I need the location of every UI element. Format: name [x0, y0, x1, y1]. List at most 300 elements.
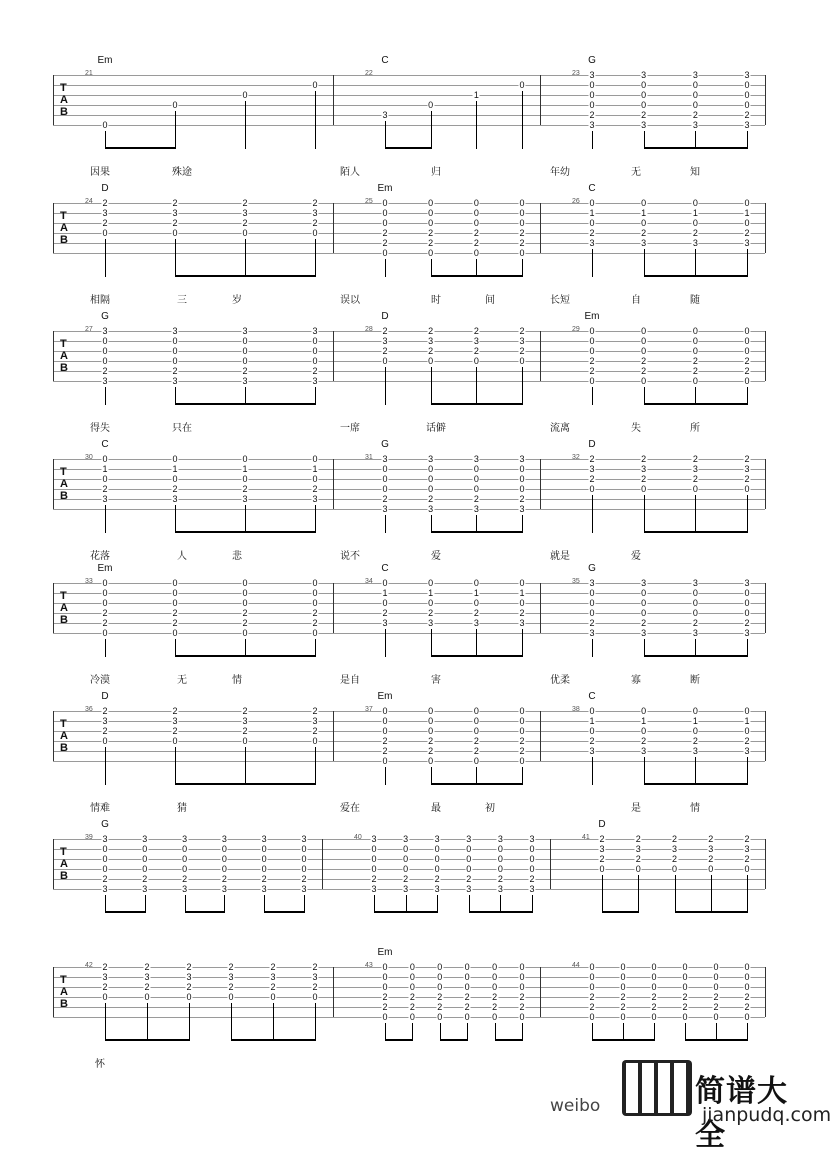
note-stem — [315, 1003, 316, 1041]
fret-number: 0 — [473, 198, 479, 208]
note-stem — [476, 101, 477, 149]
fret-number: 0 — [692, 726, 698, 736]
lyric-text: 情难 — [90, 803, 110, 814]
lyric-text: 优柔 — [550, 675, 570, 686]
fret-number: 0 — [519, 218, 525, 228]
fret-number: 2 — [102, 962, 108, 972]
fret-number: 1 — [428, 588, 434, 598]
chord-name: D — [588, 439, 596, 450]
barline — [540, 459, 541, 509]
fret-number: 3 — [242, 494, 248, 504]
fret-number: 0 — [519, 706, 525, 716]
fret-number: 0 — [102, 588, 108, 598]
tab-clef-letter: A — [60, 858, 68, 870]
measure-number: 39 — [85, 834, 93, 841]
fret-number: 0 — [635, 864, 641, 874]
fret-number: 0 — [641, 198, 647, 208]
fret-number: 0 — [744, 864, 750, 874]
fret-number: 0 — [403, 844, 409, 854]
barline — [540, 967, 541, 1017]
note-stem — [522, 91, 523, 149]
chord-name: C — [381, 55, 389, 66]
barline — [765, 203, 766, 253]
note-stem — [315, 505, 316, 533]
fret-number: 0 — [102, 598, 108, 608]
staff-line — [53, 509, 765, 510]
fret-number: 0 — [382, 1012, 388, 1022]
fret-number: 0 — [142, 844, 148, 854]
fret-number: 3 — [312, 376, 318, 386]
fret-number: 2 — [744, 454, 750, 464]
fret-number: 2 — [519, 746, 525, 756]
barline — [765, 331, 766, 381]
lyric-text: 归 — [431, 167, 441, 178]
note-beam — [644, 275, 748, 277]
fret-number: 0 — [312, 228, 318, 238]
fret-number: 2 — [172, 484, 178, 494]
fret-number: 2 — [519, 1002, 525, 1012]
tab-clef-letter: B — [60, 106, 68, 118]
fret-number: 3 — [744, 70, 750, 80]
fret-number: 2 — [102, 608, 108, 618]
fret-number: 3 — [312, 716, 318, 726]
tab-clef-letter: A — [60, 986, 68, 998]
fret-number: 2 — [382, 346, 388, 356]
fret-number: 3 — [744, 628, 750, 638]
fret-number: 2 — [473, 326, 479, 336]
fret-number: 2 — [492, 1002, 498, 1012]
fret-number: 3 — [519, 336, 525, 346]
barline — [765, 711, 766, 761]
fret-number: 0 — [428, 248, 434, 258]
fret-number: 2 — [708, 834, 714, 844]
fret-number: 2 — [473, 346, 479, 356]
note-stem — [105, 747, 106, 785]
fret-number: 2 — [102, 706, 108, 716]
fret-number: 2 — [497, 874, 503, 884]
note-beam — [685, 1039, 748, 1041]
fret-number: 0 — [744, 90, 750, 100]
fret-number: 0 — [473, 726, 479, 736]
tab-clef-letter: T — [60, 210, 67, 222]
fret-number: 0 — [692, 326, 698, 336]
chord-name: C — [588, 183, 596, 194]
note-stem — [592, 249, 593, 277]
fret-number: 0 — [692, 100, 698, 110]
fret-number: 2 — [641, 356, 647, 366]
fret-number: 1 — [473, 588, 479, 598]
fret-number: 0 — [692, 218, 698, 228]
chord-name: D — [381, 311, 389, 322]
fret-number: 3 — [142, 834, 148, 844]
measure-number: 29 — [572, 326, 580, 333]
staff-line — [53, 721, 765, 722]
chord-name: G — [101, 819, 109, 830]
chord-name: D — [598, 819, 606, 830]
fret-number: 0 — [428, 464, 434, 474]
lyric-text: 情 — [232, 675, 242, 686]
lyric-text: 误以 — [340, 295, 360, 306]
tab-clef-letter: B — [60, 742, 68, 754]
fret-number: 0 — [301, 844, 307, 854]
note-stem — [175, 505, 176, 533]
fret-number: 2 — [428, 608, 434, 618]
fret-number: 2 — [312, 198, 318, 208]
fret-number: 3 — [228, 972, 234, 982]
fret-number: 2 — [270, 962, 276, 972]
fret-number: 2 — [428, 238, 434, 248]
staff-line — [53, 203, 765, 204]
fret-number: 3 — [519, 454, 525, 464]
fret-number: 3 — [382, 504, 388, 514]
lyric-text: 人 — [177, 551, 187, 562]
measure-number: 37 — [365, 706, 373, 713]
fret-number: 0 — [382, 578, 388, 588]
note-beam — [469, 911, 533, 913]
fret-number: 3 — [641, 746, 647, 756]
logo-title: 简谱大全 — [695, 1074, 788, 1153]
fret-number: 2 — [744, 992, 750, 1002]
fret-number: 2 — [312, 484, 318, 494]
fret-number: 3 — [641, 628, 647, 638]
lyric-text: 花落 — [90, 551, 110, 562]
fret-number: 0 — [428, 598, 434, 608]
staff-line — [53, 243, 765, 244]
note-beam — [431, 783, 523, 785]
fret-number: 2 — [692, 454, 698, 464]
note-stem — [385, 121, 386, 149]
note-beam — [175, 403, 316, 405]
fret-number: 0 — [492, 972, 498, 982]
fret-number: 3 — [589, 578, 595, 588]
fret-number: 3 — [671, 844, 678, 854]
fret-number: 0 — [589, 376, 595, 386]
staff-line — [53, 371, 765, 372]
tab-clef-letter: B — [60, 362, 68, 374]
fret-number: 0 — [371, 854, 377, 864]
measure-number: 25 — [365, 198, 373, 205]
fret-number: 3 — [641, 578, 647, 588]
fret-number: 2 — [641, 474, 647, 484]
fret-number: 0 — [589, 90, 595, 100]
fret-number: 0 — [641, 80, 647, 90]
measure-number: 22 — [365, 70, 373, 77]
lyric-text: 话僻 — [426, 423, 446, 434]
fret-number: 3 — [473, 504, 479, 514]
fret-number: 0 — [382, 208, 388, 218]
fret-number: 1 — [692, 716, 698, 726]
note-stem — [175, 239, 176, 277]
fret-number: 2 — [409, 992, 415, 1002]
note-stem — [175, 747, 176, 785]
lyric-text: 随 — [690, 295, 700, 306]
fret-number: 0 — [744, 608, 750, 618]
fret-number: 0 — [434, 864, 440, 874]
lyric-text: 流离 — [550, 423, 570, 434]
fret-number: 2 — [641, 228, 647, 238]
fret-number: 2 — [428, 494, 434, 504]
fret-number: 2 — [641, 618, 647, 628]
fret-number: 2 — [301, 874, 307, 884]
fret-number: 3 — [382, 454, 388, 464]
fret-number: 2 — [620, 992, 626, 1002]
fret-number: 3 — [242, 208, 248, 218]
staff-line — [53, 115, 765, 116]
note-stem — [431, 629, 432, 657]
fret-number: 3 — [371, 834, 377, 844]
fret-number: 2 — [102, 484, 108, 494]
note-stem — [385, 629, 386, 657]
fret-number: 2 — [409, 1002, 415, 1012]
fret-number: 0 — [519, 716, 525, 726]
lyric-text: 所 — [690, 423, 700, 434]
fret-number: 0 — [519, 464, 525, 474]
fret-number: 1 — [589, 716, 595, 726]
note-stem — [592, 387, 593, 405]
fret-number: 3 — [708, 844, 714, 854]
staff-line — [53, 459, 765, 460]
fret-number: 2 — [102, 218, 108, 228]
fret-number: 0 — [437, 1012, 443, 1022]
note-beam — [644, 655, 748, 657]
fret-number: 3 — [641, 238, 647, 248]
note-stem — [675, 875, 676, 913]
fret-number: 2 — [102, 618, 108, 628]
fret-number: 0 — [102, 864, 108, 874]
staff-line — [53, 331, 765, 332]
fret-number: 2 — [172, 726, 178, 736]
lyric-text: 岁 — [232, 295, 242, 306]
measure-number: 32 — [572, 454, 580, 461]
fret-number: 1 — [473, 90, 479, 100]
lyric-text: 一席 — [340, 423, 360, 434]
fret-number: 0 — [473, 578, 479, 588]
fret-number: 2 — [589, 366, 595, 376]
fret-number: 0 — [473, 598, 479, 608]
lyric-text: 失 — [631, 423, 641, 434]
fret-number: 3 — [403, 834, 409, 844]
fret-number: 2 — [473, 238, 479, 248]
staff-line — [53, 751, 765, 752]
staff-line — [53, 75, 765, 76]
fret-number: 0 — [651, 962, 657, 972]
note-beam — [105, 147, 176, 149]
staff-line — [53, 613, 765, 614]
fret-number: 2 — [242, 198, 248, 208]
lyric-text: 爱 — [631, 551, 641, 562]
fret-number: 2 — [473, 736, 479, 746]
fret-number: 1 — [641, 716, 647, 726]
fret-number: 2 — [144, 962, 150, 972]
fret-number: 0 — [744, 484, 750, 494]
fret-number: 0 — [437, 962, 443, 972]
fret-number: 3 — [428, 336, 434, 346]
fret-number: 0 — [382, 706, 388, 716]
staff-line — [53, 489, 765, 490]
note-stem — [644, 757, 645, 785]
fret-number: 0 — [312, 474, 318, 484]
fret-number: 0 — [409, 962, 415, 972]
fret-number: 0 — [682, 962, 688, 972]
fret-number: 2 — [382, 494, 388, 504]
fret-number: 2 — [261, 874, 267, 884]
fret-number: 3 — [692, 70, 698, 80]
staff-line — [53, 731, 765, 732]
tab-clef-letter: T — [60, 82, 67, 94]
fret-number: 0 — [692, 484, 698, 494]
fret-number: 2 — [692, 474, 698, 484]
fret-number: 0 — [242, 90, 248, 100]
staff-line — [53, 479, 765, 480]
chord-name: D — [101, 691, 109, 702]
fret-number: 0 — [403, 864, 409, 874]
measure-number: 30 — [85, 454, 93, 461]
staff-line — [53, 223, 765, 224]
fret-number: 2 — [144, 982, 150, 992]
fret-number: 0 — [428, 218, 434, 228]
fret-number: 2 — [382, 746, 388, 756]
lyric-text: 知 — [690, 167, 700, 178]
fret-number: 0 — [464, 962, 470, 972]
fret-number: 0 — [466, 854, 472, 864]
lyric-text: 断 — [690, 675, 700, 686]
note-stem — [747, 875, 748, 913]
barline — [53, 459, 54, 509]
fret-number: 2 — [186, 962, 192, 972]
staff-line — [53, 499, 765, 500]
fret-number: 0 — [473, 484, 479, 494]
fret-number: 0 — [221, 844, 227, 854]
fret-number: 2 — [466, 874, 472, 884]
fret-number: 0 — [172, 474, 178, 484]
lyric-text: 说不 — [340, 551, 360, 562]
tab-clef-letter: B — [60, 998, 68, 1010]
note-stem — [592, 131, 593, 149]
fret-number: 0 — [464, 1012, 470, 1022]
fret-number: 3 — [102, 494, 108, 504]
fret-number: 0 — [102, 356, 108, 366]
fret-number: 2 — [102, 198, 108, 208]
fret-number: 3 — [428, 618, 434, 628]
fret-number: 2 — [242, 618, 248, 628]
fret-number: 0 — [589, 336, 595, 346]
fret-number: 3 — [641, 70, 647, 80]
fret-number: 0 — [641, 346, 647, 356]
fret-number: 0 — [434, 854, 440, 864]
fret-number: 0 — [182, 844, 188, 854]
fret-number: 0 — [382, 474, 388, 484]
fret-number: 0 — [312, 346, 318, 356]
fret-number: 0 — [242, 336, 248, 346]
fret-number: 0 — [519, 962, 525, 972]
lyric-text: 初 — [485, 803, 495, 814]
fret-number: 3 — [382, 110, 388, 120]
note-beam — [592, 1039, 655, 1041]
weibo-watermark: weibo — [550, 1096, 601, 1116]
fret-number: 3 — [186, 972, 192, 982]
fret-number: 0 — [102, 844, 108, 854]
measure-number: 23 — [572, 70, 580, 77]
lyric-text: 爱 — [431, 551, 441, 562]
fret-number: 3 — [102, 326, 108, 336]
fret-number: 2 — [428, 746, 434, 756]
fret-number: 2 — [312, 618, 318, 628]
fret-number: 2 — [312, 218, 318, 228]
fret-number: 2 — [682, 992, 688, 1002]
lyric-text: 最 — [431, 803, 441, 814]
fret-number: 0 — [692, 90, 698, 100]
fret-number: 0 — [519, 208, 525, 218]
fret-number: 2 — [651, 1002, 657, 1012]
chord-name: Em — [97, 55, 113, 66]
barline — [333, 711, 334, 761]
fret-number: 0 — [744, 100, 750, 110]
fret-number: 3 — [744, 578, 750, 588]
barline — [540, 711, 541, 761]
lyric-text: 情 — [690, 803, 700, 814]
fret-number: 2 — [102, 726, 108, 736]
note-stem — [431, 367, 432, 405]
fret-number: 0 — [428, 208, 434, 218]
fret-number: 0 — [589, 726, 595, 736]
fret-number: 2 — [312, 706, 318, 716]
fret-number: 2 — [242, 484, 248, 494]
fret-number: 3 — [428, 504, 434, 514]
fret-number: 0 — [744, 346, 750, 356]
barline — [53, 583, 54, 633]
note-stem — [385, 259, 386, 277]
fret-number: 0 — [692, 346, 698, 356]
fret-number: 0 — [382, 982, 388, 992]
fret-number: 2 — [599, 854, 605, 864]
measure-number: 42 — [85, 962, 93, 969]
fret-number: 0 — [221, 854, 227, 864]
note-stem — [592, 639, 593, 657]
fret-number: 2 — [434, 874, 440, 884]
barline — [333, 967, 334, 1017]
staff-line — [53, 233, 765, 234]
fret-number: 0 — [428, 726, 434, 736]
fret-number: 2 — [620, 1002, 626, 1012]
fret-number: 0 — [172, 628, 178, 638]
fret-number: 2 — [312, 366, 318, 376]
staff-line — [53, 741, 765, 742]
lyric-text: 时 — [431, 295, 441, 306]
lyric-text: 无 — [177, 675, 187, 686]
fret-number: 0 — [102, 736, 108, 746]
barline — [765, 459, 766, 509]
lyric-text: 相隔 — [90, 295, 110, 306]
note-stem — [315, 91, 316, 149]
fret-number: 0 — [428, 100, 434, 110]
lyric-text: 只在 — [172, 423, 192, 434]
fret-number: 3 — [589, 120, 595, 130]
chord-name: Em — [377, 691, 393, 702]
fret-number: 0 — [301, 864, 307, 874]
fret-number: 3 — [692, 464, 698, 474]
fret-number: 0 — [589, 80, 595, 90]
fret-number: 3 — [172, 494, 178, 504]
fret-number: 0 — [186, 992, 192, 1002]
fret-number: 0 — [682, 972, 688, 982]
note-stem — [245, 239, 246, 277]
fret-number: 3 — [312, 494, 318, 504]
fret-number: 0 — [182, 864, 188, 874]
fret-number: 0 — [301, 854, 307, 864]
measure-number: 31 — [365, 454, 373, 461]
staff-line — [53, 85, 765, 86]
tab-clef-letter: A — [60, 478, 68, 490]
